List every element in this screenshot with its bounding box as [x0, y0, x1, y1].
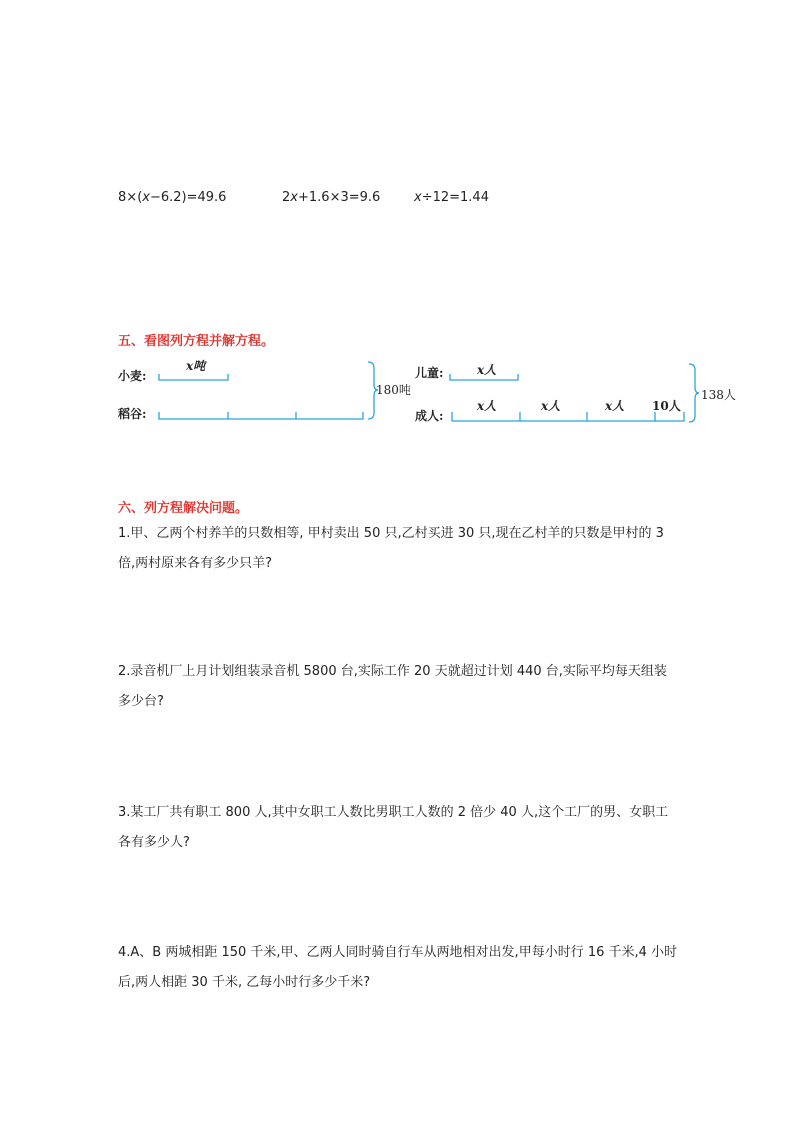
problem-4: 4.A、B 两城相距 150 千米,甲、乙两人同时骑自行车从两地相对出发,甲每小时行 16 千米,4 小时后,两人相距 30 千米, 乙每小时行多少千米? — [118, 945, 678, 990]
wheat-label: 小麦: — [118, 369, 147, 383]
equation-1: 8×(x−6.2)=49.6 — [118, 190, 227, 205]
wheat-bar — [159, 374, 228, 380]
wheat-segment-label: x吨 — [186, 359, 206, 373]
problem-2: 2.录音机厂上月计划组装录音机 5800 台,实际工作 20 天就超过计划 440 台,实际平均每天组装多少台? — [118, 664, 667, 709]
equation-3: x÷12=1.44 — [414, 190, 489, 205]
problem-1: 1.甲、乙两个村养羊的只数相等, 甲村卖出 50 只,乙村买进 30 只,现在乙村羊的只数是甲村的 3 倍,两村原来各有多少只羊? — [118, 526, 664, 571]
equation-2: 2x+1.6×3=9.6 — [282, 190, 381, 205]
rice-bar — [159, 412, 363, 419]
right-brace — [689, 364, 699, 422]
right-total-label: 138人 — [701, 388, 736, 402]
adults-segment-label-1: x人 — [477, 399, 497, 413]
section-5-title: 五、看图列方程并解方程。 — [118, 334, 275, 349]
adults-segment-label-2: x人 — [541, 399, 561, 413]
adults-label: 成人: — [415, 409, 444, 423]
section-6-title: 六、列方程解决问题。 — [118, 501, 249, 516]
problem-3: 3.某工厂共有职工 800 人,其中女职工人数比男职工人数的 2 倍少 40 人,这个工厂的男、女职工各有多少人? — [118, 805, 669, 850]
children-label: 儿童: — [415, 366, 444, 380]
children-segment-label: x人 — [477, 363, 497, 377]
left-total-label: 180吨 — [376, 383, 411, 397]
adults-segment-label-4: 10人 — [652, 399, 681, 413]
adults-segment-label-3: x人 — [605, 399, 625, 413]
rice-label: 稻谷: — [118, 407, 147, 421]
